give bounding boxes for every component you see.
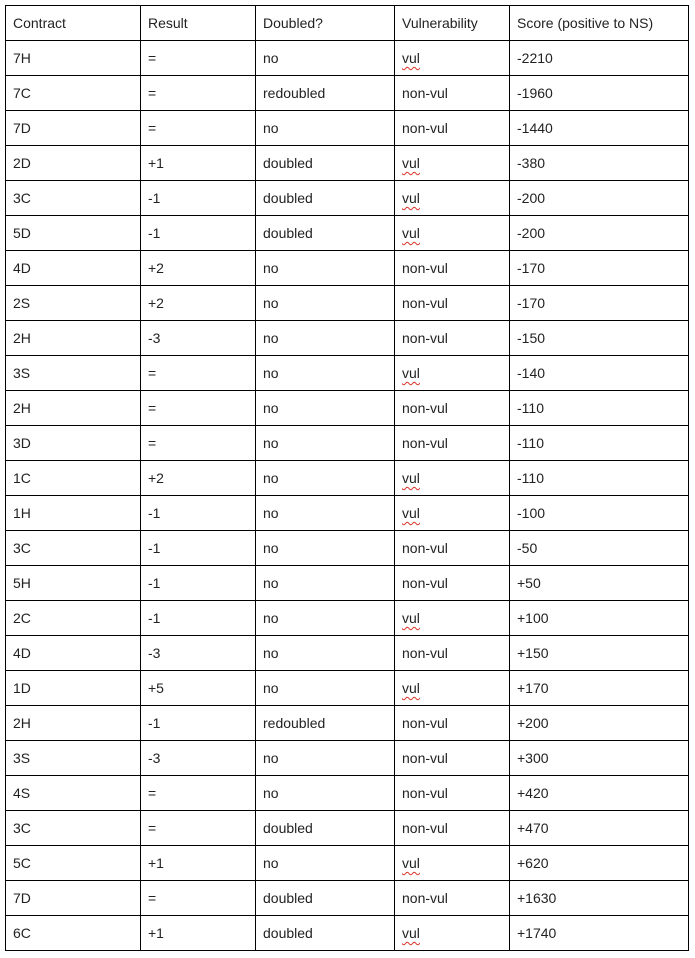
table-row [6,111,689,146]
cell-vulnerability[interactable] [395,601,510,636]
cell-result[interactable]: = [141,776,256,811]
cell-result[interactable]: -1 [141,531,256,566]
table-row [6,706,689,741]
cell-result[interactable]: -1 [141,706,256,741]
cell-contract[interactable]: 6C [6,916,141,951]
cell-score[interactable]: +50 [510,566,689,601]
cell-doubled[interactable]: doubled [256,146,395,181]
cell-doubled[interactable]: doubled [256,811,395,846]
cell-score[interactable]: -380 [510,146,689,181]
cell-vulnerability[interactable] [395,496,510,531]
cell-result[interactable]: +2 [141,286,256,321]
cell-doubled[interactable]: no [256,846,395,881]
cell-doubled[interactable]: doubled [256,881,395,916]
cell-contract[interactable]: 4D [6,636,141,671]
cell-doubled[interactable]: no [256,531,395,566]
cell-vulnerability[interactable] [395,146,510,181]
table-row [6,916,689,951]
cell-vulnerability[interactable]: non-vul [395,426,510,461]
spellcheck-flagged-text: vul [402,855,420,871]
cell-result[interactable]: = [141,41,256,76]
cell-score[interactable]: +300 [510,741,689,776]
cell-vulnerability[interactable]: non-vul [395,741,510,776]
table-row [6,391,689,426]
cell-contract[interactable]: 3C [6,531,141,566]
cell-vulnerability[interactable] [395,356,510,391]
cell-contract[interactable]: 7C [6,76,141,111]
cell-contract[interactable]: 5H [6,566,141,601]
table-row [6,531,689,566]
cell-result[interactable]: -3 [141,321,256,356]
cell-result[interactable]: -3 [141,741,256,776]
cell-vulnerability[interactable] [395,671,510,706]
cell-result[interactable]: = [141,356,256,391]
spellcheck-flagged-text: vul [402,365,420,381]
cell-doubled[interactable]: no [256,251,395,286]
header-vulnerability: Vulnerability [395,6,510,41]
cell-contract[interactable]: 2C [6,601,141,636]
cell-vulnerability[interactable]: non-vul [395,531,510,566]
table-row [6,321,689,356]
cell-vulnerability[interactable]: non-vul [395,776,510,811]
table-row [6,811,689,846]
cell-score[interactable]: +620 [510,846,689,881]
table-row [6,461,689,496]
cell-doubled[interactable]: no [256,391,395,426]
cell-doubled[interactable]: no [256,461,395,496]
cell-contract[interactable]: 5C [6,846,141,881]
cell-doubled[interactable]: doubled [256,181,395,216]
cell-doubled[interactable]: redoubled [256,76,395,111]
table-row [6,41,689,76]
cell-score[interactable]: +1630 [510,881,689,916]
cell-contract[interactable]: 2S [6,286,141,321]
cell-result[interactable]: = [141,426,256,461]
cell-vulnerability[interactable]: non-vul [395,111,510,146]
scores-table [5,5,689,951]
cell-score[interactable]: -1440 [510,111,689,146]
cell-result[interactable]: +2 [141,251,256,286]
cell-vulnerability[interactable]: non-vul [395,321,510,356]
cell-result[interactable]: -1 [141,496,256,531]
cell-vulnerability[interactable]: non-vul [395,811,510,846]
cell-vulnerability[interactable]: non-vul [395,286,510,321]
cell-score[interactable]: +170 [510,671,689,706]
cell-vulnerability[interactable] [395,216,510,251]
cell-contract[interactable]: 1D [6,671,141,706]
cell-contract[interactable]: 3S [6,356,141,391]
cell-score[interactable]: +150 [510,636,689,671]
table-row [6,566,689,601]
cell-result[interactable]: +1 [141,916,256,951]
cell-result[interactable]: +1 [141,146,256,181]
header-score: Score (positive to NS) [510,6,689,41]
cell-score[interactable]: -200 [510,181,689,216]
cell-result[interactable]: +1 [141,846,256,881]
cell-result[interactable]: = [141,76,256,111]
table-row [6,286,689,321]
cell-score[interactable]: +100 [510,601,689,636]
cell-contract[interactable]: 2H [6,321,141,356]
cell-contract[interactable]: 3S [6,741,141,776]
cell-vulnerability[interactable] [395,181,510,216]
cell-result[interactable]: -1 [141,601,256,636]
cell-contract[interactable]: 2H [6,706,141,741]
cell-doubled[interactable]: no [256,321,395,356]
cell-doubled[interactable]: no [256,41,395,76]
cell-doubled[interactable]: no [256,776,395,811]
cell-vulnerability[interactable]: non-vul [395,391,510,426]
spellcheck-flagged-text: vul [402,470,420,486]
cell-score[interactable]: -100 [510,496,689,531]
cell-result[interactable]: -1 [141,181,256,216]
table-row [6,496,689,531]
cell-vulnerability[interactable] [395,461,510,496]
cell-vulnerability[interactable]: non-vul [395,881,510,916]
spellcheck-flagged-text: vul [402,505,420,521]
cell-result[interactable]: -1 [141,216,256,251]
cell-score[interactable]: -140 [510,356,689,391]
spellcheck-flagged-text: vul [402,50,420,66]
cell-contract[interactable]: 3C [6,811,141,846]
cell-contract[interactable]: 4S [6,776,141,811]
cell-score[interactable]: -150 [510,321,689,356]
cell-result[interactable]: = [141,111,256,146]
table-row [6,601,689,636]
spellcheck-flagged-text: vul [402,610,420,626]
cell-score[interactable]: +1740 [510,916,689,951]
cell-doubled[interactable]: no [256,636,395,671]
table-row [6,251,689,286]
cell-doubled[interactable]: no [256,741,395,776]
table-row [6,846,689,881]
table-row [6,216,689,251]
spellcheck-flagged-text: vul [402,925,420,941]
cell-contract[interactable]: 2D [6,146,141,181]
table-row [6,671,689,706]
cell-contract[interactable]: 3C [6,181,141,216]
cell-score[interactable]: +470 [510,811,689,846]
table-row [6,776,689,811]
cell-vulnerability[interactable]: non-vul [395,636,510,671]
cell-contract[interactable]: 7D [6,111,141,146]
cell-doubled[interactable]: no [256,566,395,601]
cell-contract[interactable]: 1H [6,496,141,531]
cell-vulnerability[interactable] [395,41,510,76]
table-row [6,76,689,111]
cell-vulnerability[interactable] [395,846,510,881]
spellcheck-flagged-text: vul [402,225,420,241]
table-row [6,181,689,216]
cell-doubled[interactable]: no [256,286,395,321]
cell-contract[interactable]: 7H [6,41,141,76]
cell-result[interactable]: -3 [141,636,256,671]
cell-result[interactable]: = [141,811,256,846]
header-row [6,6,689,41]
cell-score[interactable]: -200 [510,216,689,251]
cell-vulnerability[interactable]: non-vul [395,76,510,111]
cell-vulnerability[interactable]: non-vul [395,566,510,601]
cell-doubled[interactable]: no [256,671,395,706]
cell-score[interactable]: -50 [510,531,689,566]
cell-score[interactable]: -110 [510,391,689,426]
table-row [6,636,689,671]
cell-score[interactable]: +420 [510,776,689,811]
header-contract: Contract [6,6,141,41]
spellcheck-flagged-text: vul [402,680,420,696]
cell-result[interactable]: = [141,881,256,916]
cell-score[interactable]: +200 [510,706,689,741]
cell-vulnerability[interactable]: non-vul [395,706,510,741]
table-row [6,426,689,461]
cell-score[interactable]: -170 [510,286,689,321]
cell-contract[interactable]: 5D [6,216,141,251]
cell-contract[interactable]: 7D [6,881,141,916]
cell-result[interactable]: +2 [141,461,256,496]
cell-doubled[interactable]: doubled [256,216,395,251]
header-doubled: Doubled? [256,6,395,41]
cell-score[interactable]: -170 [510,251,689,286]
header-result: Result [141,6,256,41]
cell-doubled[interactable]: no [256,426,395,461]
cell-result[interactable]: = [141,391,256,426]
cell-doubled[interactable]: no [256,496,395,531]
cell-doubled[interactable]: no [256,111,395,146]
cell-doubled[interactable]: no [256,601,395,636]
cell-vulnerability[interactable] [395,916,510,951]
table-row [6,146,689,181]
cell-contract[interactable]: 1C [6,461,141,496]
cell-result[interactable]: -1 [141,566,256,601]
spellcheck-flagged-text: vul [402,155,420,171]
cell-vulnerability[interactable]: non-vul [395,251,510,286]
cell-doubled[interactable]: redoubled [256,706,395,741]
cell-doubled[interactable]: no [256,356,395,391]
table-body [6,41,689,951]
cell-result[interactable]: +5 [141,671,256,706]
cell-contract[interactable]: 2H [6,391,141,426]
cell-score[interactable]: -110 [510,426,689,461]
table-row [6,741,689,776]
spellcheck-flagged-text: vul [402,190,420,206]
cell-score[interactable]: -2210 [510,41,689,76]
cell-score[interactable]: -110 [510,461,689,496]
table-row [6,881,689,916]
table-row [6,356,689,391]
cell-contract[interactable]: 4D [6,251,141,286]
cell-score[interactable]: -1960 [510,76,689,111]
cell-doubled[interactable]: doubled [256,916,395,951]
cell-contract[interactable]: 3D [6,426,141,461]
